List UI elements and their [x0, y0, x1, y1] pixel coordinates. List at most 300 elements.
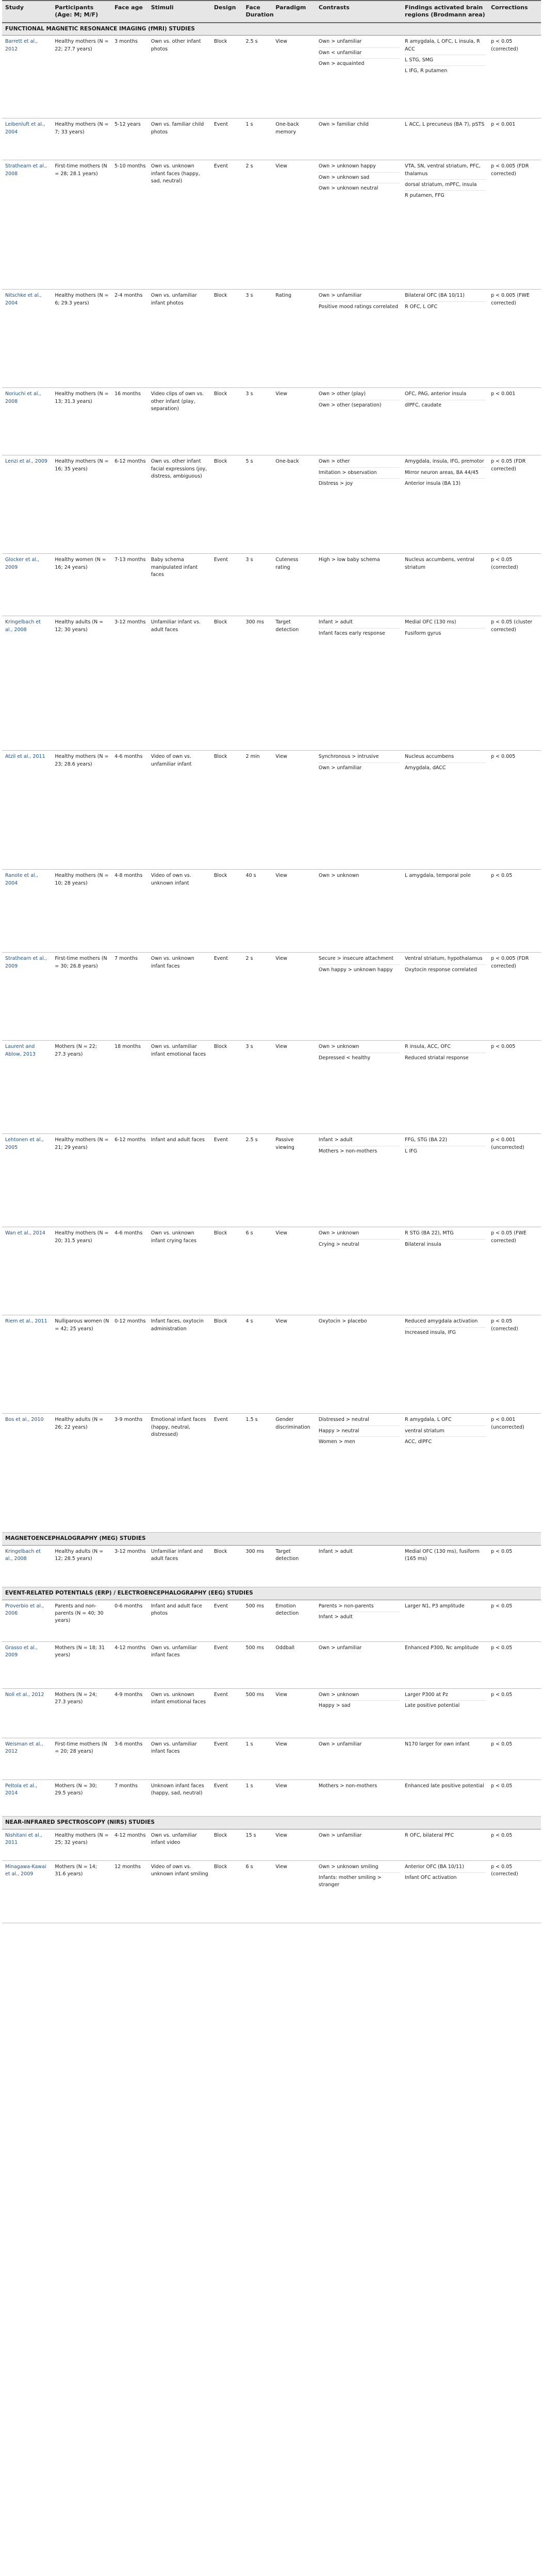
stimuli-cell: Video of own vs. unknown infant smiling	[148, 1860, 211, 1923]
table-header	[2, 1, 541, 23]
design-cell: Event	[211, 554, 243, 616]
finding-item: L ACC, L precuneus (BA 7), pSTS	[405, 122, 485, 128]
table-row	[2, 1860, 541, 1923]
study-cell: Kringelbach et al., 2008	[2, 616, 52, 751]
face-duration-cell: 6 s	[243, 1860, 273, 1923]
finding-item: Increased insula, IFG	[405, 1327, 486, 1336]
contrast-item: Happy > neutral	[319, 1426, 400, 1435]
study-cell: Minagawa-Kawai et al., 2009	[2, 1860, 52, 1923]
face-duration-cell: 3 s	[243, 388, 273, 455]
corrections-cell: p < 0.05 (cluster corrected)	[488, 616, 541, 751]
paradigm-cell: Target detection	[272, 1546, 316, 1587]
findings-cell	[402, 1041, 488, 1134]
participants-cell: Parents and non-parents (N = 40; 30 years)	[52, 1600, 111, 1641]
face-duration-cell: 2 s	[243, 953, 273, 1041]
design-cell: Event	[211, 160, 243, 290]
corrections-cell: p < 0.05 (FDR corrected)	[488, 455, 541, 554]
face-duration-cell: 1 s	[243, 1738, 273, 1780]
design-cell: Block	[211, 388, 243, 455]
face-age-cell: 16 months	[111, 388, 148, 455]
contrast-item: Own happy > unknown happy	[319, 964, 400, 974]
finding-item: R putamen, FFG	[405, 190, 486, 199]
participants-cell: First-time mothers (N = 30; 26.8 years)	[52, 953, 111, 1041]
face-duration-cell: 2.5 s	[243, 1134, 273, 1227]
finding-item: Oxytocin response correlated	[405, 964, 486, 974]
contrasts-cell	[316, 953, 402, 1041]
contrasts-cell	[316, 455, 402, 554]
stimuli-cell: Own vs. unfamiliar infant photos	[148, 290, 211, 388]
study-cell: Barrett et al., 2012	[2, 36, 52, 118]
stimuli-cell: Own vs. unknown infant faces (happy, sad, neutral)	[148, 160, 211, 290]
participants-cell: Healthy mothers (N = 7; 33 years)	[52, 118, 111, 160]
section-row	[2, 1533, 541, 1546]
contrast-item: Depressed < healthy	[319, 1053, 400, 1062]
stimuli-cell: Unknown infant faces (happy, sad, neutral)	[148, 1780, 211, 1816]
contrasts-cell	[316, 36, 402, 118]
findings-cell	[402, 554, 488, 616]
contrast-item: Women > men	[319, 1436, 400, 1446]
finding-item: Enhanced late positive potential	[405, 1783, 484, 1789]
participants-cell: Healthy adults (N = 12; 30 years)	[52, 616, 111, 751]
table-row	[2, 118, 541, 160]
participants-cell: Healthy adults (N = 26; 22 years)	[52, 1414, 111, 1533]
section-title: MAGNETOENCEPHALOGRAPHY (MEG) STUDIES	[2, 1533, 541, 1546]
contrasts-cell	[316, 1860, 402, 1923]
finding-item: Amygdala, dACC	[405, 762, 486, 772]
design-cell: Block	[211, 1829, 243, 1860]
design-cell: Event	[211, 1780, 243, 1816]
table-row	[2, 1641, 541, 1688]
contrasts-cell	[316, 870, 402, 953]
contrast-item: Distress > joy	[319, 478, 400, 487]
contrasts-cell	[316, 554, 402, 616]
paradigm-cell: View	[272, 160, 316, 290]
findings-cell	[402, 1641, 488, 1688]
contrasts-cell	[316, 1414, 402, 1533]
design-cell: Event	[211, 118, 243, 160]
table-row	[2, 1546, 541, 1587]
stimuli-cell: Own vs. unfamiliar infant faces	[148, 1641, 211, 1688]
contrast-item: Own > unknown	[318, 1691, 359, 1698]
table-row	[2, 1315, 541, 1414]
participants-cell: First-time mothers (N = 28; 28.1 years)	[52, 160, 111, 290]
finding-item: L amygdala, temporal pole	[405, 873, 471, 879]
participants-cell: Healthy adults (N = 12; 28.5 years)	[52, 1546, 111, 1587]
table-row	[2, 953, 541, 1041]
finding-item: Enhanced P300, Nc amplitude	[405, 1645, 479, 1651]
contrast-item: Secure > insecure attachment	[318, 956, 394, 962]
corrections-cell: p < 0.005 (FDR corrected)	[488, 953, 541, 1041]
section-row	[2, 1587, 541, 1600]
paradigm-cell: View	[272, 1780, 316, 1816]
corrections-cell: p < 0.001	[488, 388, 541, 455]
section-title: NEAR-INFRARED SPECTROSCOPY (NIRS) STUDIES	[2, 1816, 541, 1829]
contrast-item: Infants: mother smiling > stranger	[319, 1872, 400, 1889]
face-age-cell: 4-12 months	[111, 1829, 148, 1860]
participants-cell: Mothers (N = 18; 31 years)	[52, 1641, 111, 1688]
contrasts-cell	[316, 118, 402, 160]
finding-item: Nucleus accumbens	[405, 754, 454, 760]
corrections-cell: p < 0.05 (corrected)	[488, 36, 541, 118]
corrections-cell: p < 0.05 (FWE corrected)	[488, 1227, 541, 1315]
table-row	[2, 1134, 541, 1227]
participants-cell: Healthy mothers (N = 23; 28.6 years)	[52, 751, 111, 870]
contrast-item: Own > unfamiliar	[318, 1645, 362, 1651]
study-cell: Nishitani et al., 2011	[2, 1829, 52, 1860]
finding-item: Mirror neuron areas, BA 44/45	[405, 467, 486, 477]
paradigm-cell: View	[272, 36, 316, 118]
contrast-item: Infant > adult	[319, 1612, 400, 1621]
participants-cell: Healthy mothers (N = 10; 28 years)	[52, 870, 111, 953]
face-duration-cell: 500 ms	[243, 1688, 273, 1738]
finding-item: Anterior insula (BA 13)	[405, 478, 486, 487]
study-cell: Laurent and Ablow, 2013	[2, 1041, 52, 1134]
contrasts-cell	[316, 1315, 402, 1414]
study-cell: Bos et al., 2010	[2, 1414, 52, 1533]
finding-item: Ventral striatum, hypothalamus	[405, 956, 483, 962]
participants-cell: Healthy mothers (N = 25; 32 years)	[52, 1829, 111, 1860]
paradigm-cell: Gender discrimination	[272, 1414, 316, 1533]
face-age-cell: 7 months	[111, 953, 148, 1041]
study-cell: Strathearn et al., 2009	[2, 953, 52, 1041]
contrast-item: Own < unfamiliar	[319, 47, 400, 57]
finding-item: Reduced amygdala activation	[405, 1318, 478, 1325]
study-cell: Lehtonen et al., 2005	[2, 1134, 52, 1227]
paradigm-cell: Passive viewing	[272, 1134, 316, 1227]
table-row	[2, 870, 541, 953]
finding-item: Larger P300 at Pz	[405, 1691, 448, 1698]
contrasts-cell	[316, 1641, 402, 1688]
study-cell: Leibenluft et al., 2004	[2, 118, 52, 160]
section-title: FUNCTIONAL MAGNETIC RESONANCE IMAGING (fMRI) STUDIES	[2, 23, 541, 36]
finding-item: L STG, SMG	[405, 55, 486, 64]
table-row	[2, 1414, 541, 1533]
contrast-item: Crying > neutral	[319, 1239, 400, 1248]
table-row	[2, 388, 541, 455]
header-corrections: Corrections	[488, 1, 541, 23]
face-duration-cell: 2 s	[243, 160, 273, 290]
paradigm-cell: Emotion detection	[272, 1600, 316, 1641]
participants-cell: Healthy women (N = 16; 24 years)	[52, 554, 111, 616]
participants-cell: Healthy mothers (N = 16; 35 years)	[52, 455, 111, 554]
stimuli-cell: Emotional infant faces (happy, neutral, distressed)	[148, 1414, 211, 1533]
paradigm-cell: Cuteness rating	[272, 554, 316, 616]
face-age-cell: 5-12 years	[111, 118, 148, 160]
finding-item: dlPFC, caudate	[405, 400, 486, 409]
paradigm-cell: View	[272, 1041, 316, 1134]
study-cell: Noriuchi et al., 2008	[2, 388, 52, 455]
face-age-cell: 4-9 months	[111, 1688, 148, 1738]
findings-cell	[402, 751, 488, 870]
stimuli-cell: Infant faces, oxytocin administration	[148, 1315, 211, 1414]
contrast-item: Distressed > neutral	[318, 1417, 369, 1423]
findings-cell	[402, 388, 488, 455]
design-cell: Block	[211, 1546, 243, 1587]
stimuli-cell: Own vs. unknown infant crying faces	[148, 1227, 211, 1315]
corrections-cell: p < 0.05 (corrected)	[488, 1315, 541, 1414]
contrast-item: Own > unfamiliar	[318, 1741, 362, 1747]
paradigm-cell: View	[272, 388, 316, 455]
finding-item: L IFG, R putamen	[405, 65, 486, 75]
finding-item: ventral striatum	[405, 1426, 486, 1435]
contrast-item: High > low baby schema	[318, 557, 380, 563]
corrections-cell: p < 0.005	[488, 1041, 541, 1134]
findings-cell	[402, 870, 488, 953]
study-cell: Proverbio et al., 2006	[2, 1600, 52, 1641]
participants-cell: Mothers (N = 30; 29.5 years)	[52, 1780, 111, 1816]
header-stimuli: Stimuli	[148, 1, 211, 23]
design-cell: Event	[211, 1738, 243, 1780]
design-cell: Event	[211, 1600, 243, 1641]
finding-item: Fusiform gyrus	[405, 628, 486, 637]
design-cell: Event	[211, 1134, 243, 1227]
contrast-item: Own > unfamiliar	[319, 762, 400, 772]
findings-cell	[402, 1829, 488, 1860]
findings-cell	[402, 616, 488, 751]
paradigm-cell: View	[272, 1227, 316, 1315]
contrasts-cell	[316, 1134, 402, 1227]
face-age-cell: 3-12 months	[111, 616, 148, 751]
finding-item: Bilateral insula	[405, 1239, 486, 1248]
face-age-cell: 4-8 months	[111, 870, 148, 953]
table-row	[2, 160, 541, 290]
header-contrasts: Contrasts	[316, 1, 402, 23]
finding-item: Amygdala, insula, IFG, premotor	[405, 459, 484, 465]
face-age-cell: 4-12 months	[111, 1641, 148, 1688]
contrast-item: Own > unknown sad	[319, 172, 400, 181]
face-duration-cell: 3 s	[243, 554, 273, 616]
face-age-cell: 0-6 months	[111, 1600, 148, 1641]
face-age-cell: 3 months	[111, 36, 148, 118]
face-duration-cell: 3 s	[243, 1041, 273, 1134]
face-duration-cell: 300 ms	[243, 616, 273, 751]
corrections-cell: p < 0.05	[488, 1546, 541, 1587]
paradigm-cell: Oddball	[272, 1641, 316, 1688]
study-cell: Ranote et al., 2004	[2, 870, 52, 953]
contrast-item: Own > unknown	[318, 1044, 359, 1050]
stimuli-cell: Video of own vs. unknown infant	[148, 870, 211, 953]
corrections-cell: p < 0.001	[488, 118, 541, 160]
findings-cell	[402, 953, 488, 1041]
study-cell: Nitschke et al., 2004	[2, 290, 52, 388]
table-row	[2, 290, 541, 388]
design-cell: Block	[211, 1041, 243, 1134]
contrast-item: Mothers > non-mothers	[319, 1146, 400, 1155]
table-row	[2, 455, 541, 554]
face-age-cell: 0-12 months	[111, 1315, 148, 1414]
contrast-item: Infant > adult	[318, 619, 353, 625]
finding-item: FFG, STG (BA 22)	[405, 1137, 448, 1143]
face-age-cell: 6-12 months	[111, 455, 148, 554]
face-duration-cell: 15 s	[243, 1829, 273, 1860]
header-findings: Findings activated brain regions (Brodmann area)	[402, 1, 488, 23]
findings-cell	[402, 1738, 488, 1780]
finding-item: Infant OFC activation	[405, 1872, 486, 1882]
contrast-item: Imitation > observation	[319, 467, 400, 477]
finding-item: Larger N1, P3 amplitude	[405, 1603, 465, 1609]
finding-item: Medial OFC (130 ms), fusiform (165 ms)	[405, 1549, 480, 1562]
face-duration-cell: 2.5 s	[243, 36, 273, 118]
table-row	[2, 616, 541, 751]
design-cell: Block	[211, 616, 243, 751]
paradigm-cell: View	[272, 870, 316, 953]
participants-cell: Mothers (N = 22; 27.3 years)	[52, 1041, 111, 1134]
participants-cell: Mothers (N = 14; 31.6 years)	[52, 1860, 111, 1923]
contrast-item: Own > other (separation)	[319, 400, 400, 409]
contrast-item: Infant faces early response	[319, 628, 400, 637]
design-cell: Block	[211, 751, 243, 870]
finding-item: Anterior OFC (BA 10/11)	[405, 1863, 464, 1870]
contrasts-cell	[316, 616, 402, 751]
design-cell: Block	[211, 36, 243, 118]
contrast-item: Own > unknown neutral	[319, 183, 400, 192]
findings-cell	[402, 1688, 488, 1738]
finding-item: VTA, SN, ventral striatum, PFC, thalamus	[405, 163, 481, 177]
contrasts-cell	[316, 1780, 402, 1816]
table-row	[2, 36, 541, 118]
design-cell: Event	[211, 1641, 243, 1688]
contrasts-cell	[316, 1041, 402, 1134]
studies-table	[2, 0, 541, 1923]
contrast-item: Own > unknown	[318, 873, 359, 879]
table-row	[2, 1688, 541, 1738]
finding-item: dorsal striatum, mPFC, insula	[405, 179, 486, 189]
participants-cell: Healthy mothers (N = 13; 31.3 years)	[52, 388, 111, 455]
face-duration-cell: 300 ms	[243, 1546, 273, 1587]
contrast-item: Own > unknown smiling	[318, 1863, 379, 1870]
table-row	[2, 1829, 541, 1860]
design-cell: Event	[211, 1688, 243, 1738]
design-cell: Block	[211, 1315, 243, 1414]
finding-item: R STG (BA 22), MTG	[405, 1230, 454, 1236]
table-row	[2, 1780, 541, 1816]
participants-cell: Nulliparous women (N = 42; 25 years)	[52, 1315, 111, 1414]
face-duration-cell: 500 ms	[243, 1641, 273, 1688]
contrast-item: Oxytocin > placebo	[318, 1318, 367, 1325]
participants-cell: Mothers (N = 24; 27.3 years)	[52, 1688, 111, 1738]
corrections-cell: p < 0.001 (uncorrected)	[488, 1134, 541, 1227]
table-row	[2, 751, 541, 870]
design-cell: Event	[211, 953, 243, 1041]
corrections-cell: p < 0.05	[488, 870, 541, 953]
face-age-cell: 12 months	[111, 1860, 148, 1923]
corrections-cell: p < 0.05	[488, 1738, 541, 1780]
face-age-cell: 7 months	[111, 1780, 148, 1816]
stimuli-cell: Unfamiliar infant vs. adult faces	[148, 616, 211, 751]
participants-cell: Healthy mothers (N = 6; 29.3 years)	[52, 290, 111, 388]
face-age-cell: 3-6 months	[111, 1738, 148, 1780]
paradigm-cell: One-back memory	[272, 118, 316, 160]
face-duration-cell: 500 ms	[243, 1600, 273, 1641]
contrast-item: Infant > adult	[318, 1549, 353, 1555]
study-cell: Riem et al., 2011	[2, 1315, 52, 1414]
table-body	[2, 23, 541, 1923]
design-cell: Event	[211, 1414, 243, 1533]
table-row	[2, 554, 541, 616]
study-cell: Grasso et al., 2009	[2, 1641, 52, 1688]
header-face-age: Face age	[111, 1, 148, 23]
contrast-item: Own > unknown	[318, 1230, 359, 1236]
contrasts-cell	[316, 290, 402, 388]
contrasts-cell	[316, 160, 402, 290]
design-cell: Block	[211, 870, 243, 953]
finding-item: R amygdala, L OFC, L insula, R ACC	[405, 39, 480, 52]
finding-item: R amygdala, L OFC	[405, 1417, 452, 1423]
header-face-duration: Face Duration	[243, 1, 273, 23]
corrections-cell: p < 0.05	[488, 1688, 541, 1738]
corrections-cell: p < 0.005 (FDR corrected)	[488, 160, 541, 290]
design-cell: Block	[211, 1860, 243, 1923]
finding-item: R OFC, bilateral PFC	[405, 1832, 454, 1838]
face-duration-cell: 1 s	[243, 118, 273, 160]
face-duration-cell: 4 s	[243, 1315, 273, 1414]
paradigm-cell: Target detection	[272, 616, 316, 751]
study-cell: Kringelbach et al., 2008	[2, 1546, 52, 1587]
stimuli-cell: Own vs. other infant photos	[148, 36, 211, 118]
face-duration-cell: 2 min	[243, 751, 273, 870]
corrections-cell: p < 0.05	[488, 1600, 541, 1641]
stimuli-cell: Baby schema manipulated infant faces	[148, 554, 211, 616]
contrast-item: Own > unfamiliar	[318, 293, 362, 299]
paradigm-cell: View	[272, 1315, 316, 1414]
stimuli-cell: Infant and adult face photos	[148, 1600, 211, 1641]
face-age-cell: 6-12 months	[111, 1134, 148, 1227]
study-cell: Strathearn et al., 2008	[2, 160, 52, 290]
corrections-cell: p < 0.05 (corrected)	[488, 554, 541, 616]
findings-cell	[402, 1860, 488, 1923]
section-row	[2, 1816, 541, 1829]
design-cell: Block	[211, 290, 243, 388]
study-cell: Lenzi et al., 2009	[2, 455, 52, 554]
participants-cell: First-time mothers (N = 20; 28 years)	[52, 1738, 111, 1780]
finding-item: L IFG	[405, 1146, 486, 1155]
stimuli-cell: Unfamiliar infant and adult faces	[148, 1546, 211, 1587]
findings-cell	[402, 290, 488, 388]
contrast-item: Own > acquainted	[319, 58, 400, 67]
stimuli-cell: Own vs. unfamiliar infant video	[148, 1829, 211, 1860]
corrections-cell: p < 0.001 (uncorrected)	[488, 1414, 541, 1533]
contrasts-cell	[316, 1738, 402, 1780]
face-duration-cell: 6 s	[243, 1227, 273, 1315]
finding-item: Bilateral OFC (BA 10/11)	[405, 293, 465, 299]
face-age-cell: 4-6 months	[111, 1227, 148, 1315]
paradigm-cell: View	[272, 1688, 316, 1738]
stimuli-cell: Infant and adult faces	[148, 1134, 211, 1227]
table-row	[2, 1600, 541, 1641]
design-cell: Block	[211, 455, 243, 554]
design-cell: Block	[211, 1227, 243, 1315]
stimuli-cell: Own vs. other infant facial expressions (joy, distress, ambiguous)	[148, 455, 211, 554]
face-duration-cell: 1.5 s	[243, 1414, 273, 1533]
stimuli-cell: Own vs. familiar child photos	[148, 118, 211, 160]
paradigm-cell: One-back	[272, 455, 316, 554]
findings-cell	[402, 36, 488, 118]
table-row	[2, 1041, 541, 1134]
findings-cell	[402, 455, 488, 554]
face-age-cell: 5-10 months	[111, 160, 148, 290]
contrast-item: Own > familiar child	[318, 122, 369, 128]
study-cell: Atzil et al., 2011	[2, 751, 52, 870]
study-cell: Weisman et al., 2012	[2, 1738, 52, 1780]
study-cell: Wan et al., 2014	[2, 1227, 52, 1315]
face-age-cell: 18 months	[111, 1041, 148, 1134]
face-duration-cell: 3 s	[243, 290, 273, 388]
paradigm-cell: View	[272, 751, 316, 870]
finding-item: N170 larger for own infant	[405, 1741, 470, 1747]
paper-table-page	[2, 0, 541, 2576]
contrast-item: Own > unknown happy	[318, 163, 376, 170]
contrast-item: Synchronous > intrusive	[318, 754, 379, 760]
